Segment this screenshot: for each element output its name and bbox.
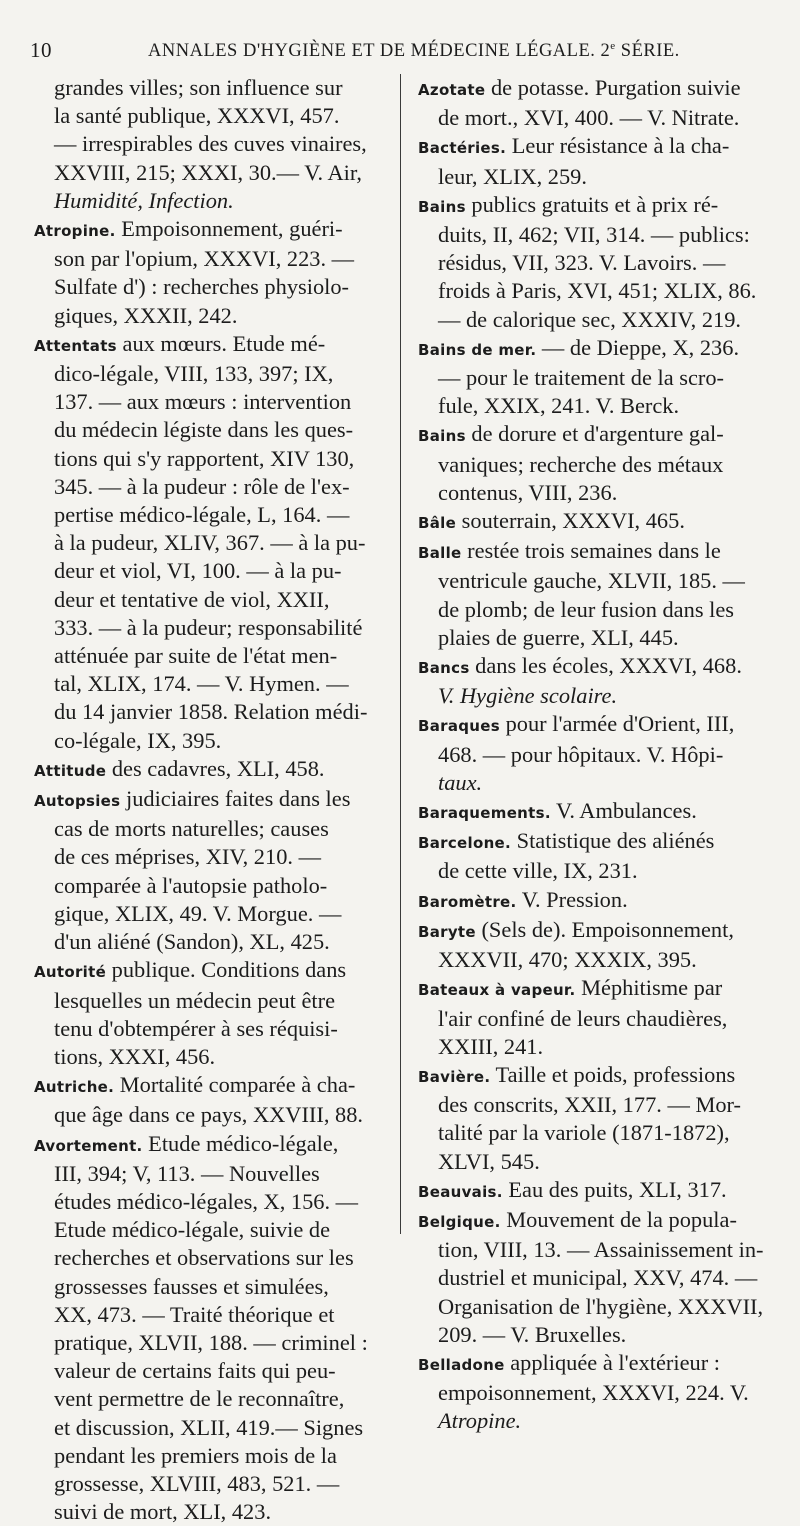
running-title [148,40,680,62]
index-continuation-line [26,1101,392,1129]
index-text: Sulfate d') : recherches physiolo- [54,274,350,300]
index-continuation-line [26,245,392,273]
index-continuation-line [26,1301,392,1329]
index-continuation-line [26,843,392,871]
running-title-superscript: e [610,40,616,52]
index-continuation-line [410,857,770,885]
index-text: deur et tentative de viol, XXII, [54,586,330,612]
index-continuation-line [410,221,770,249]
index-continuation-line [26,1414,392,1442]
index-text: grossesses fausses et simulées, [54,1273,329,1299]
index-continuation-line [26,698,392,726]
index-entry-line [410,420,770,450]
index-continuation-line [26,815,392,843]
index-continuation-line [410,364,770,392]
index-text: comparée à l'autopsie patholo- [54,872,328,898]
index-keyword: Bateaux à vapeur. [418,981,576,1000]
index-continuation-line [26,557,392,585]
index-continuation-line [26,586,392,614]
index-entry-line [26,330,392,360]
index-text: du médecin légiste dans les ques- [54,417,354,443]
index-text: fule, XXIX, 241. V. Berck. [438,393,680,419]
index-continuation-line [26,302,392,330]
index-text: restée trois semaines dans le [461,538,721,564]
page-number: 10 [30,38,52,62]
index-entry-line [410,1176,770,1206]
index-continuation-line [26,1015,392,1043]
index-text: Organisation de l'hygiène, XXXVII, [438,1293,764,1319]
index-continuation-line [26,1160,392,1188]
index-text: tions qui s'y rapportent, XIV 130, [54,445,355,471]
index-text: vaniques; recherche des métaux [438,451,724,477]
index-keyword: Autorité [34,963,107,982]
index-continuation-line [410,769,770,797]
index-keyword: Autriche. [34,1078,115,1097]
index-entry-line [410,827,770,857]
index-text: études médico-légales, X, 156. — [54,1188,359,1214]
index-continuation-line [410,1264,770,1292]
index-text: souterrain, XXXVI, 465. [456,508,685,534]
index-continuation-line [410,1379,770,1407]
index-continuation-line [26,388,392,416]
index-text: lesquelles un médecin peut être [54,987,336,1013]
index-continuation-line [26,159,392,187]
index-text: ventricule gauche, XLVII, 185. — [438,568,745,594]
index-text: V. Pression. [516,886,628,912]
index-continuation-line [410,682,770,710]
index-continuation-line [26,1188,392,1216]
index-entry-line [410,1206,770,1236]
index-keyword: Bavière. [418,1067,491,1086]
index-text: Eau des puits, XLI, 317. [502,1176,727,1202]
index-continuation-line [26,1216,392,1244]
index-entry-line [26,215,392,245]
index-entry-line [26,956,392,986]
index-continuation-line [410,1407,770,1435]
index-text: empoisonnement, XXXVI, 224. V. [438,1380,749,1406]
index-text: 137. — aux mœurs : intervention [54,389,352,415]
index-keyword: Belladone [418,1355,505,1374]
index-keyword: Bâle [418,514,457,533]
index-continuation-line [410,596,770,624]
index-continuation-line [410,104,770,132]
index-text: deur et viol, VI, 100. — à la pu- [54,558,342,584]
index-continuation-line [26,473,392,501]
index-text: à la pudeur, XLIV, 367. — à la pu- [54,530,366,556]
index-text: XXIII, 241. [438,1033,544,1059]
index-entry-line [410,916,770,946]
index-continuation-line [26,642,392,670]
index-text: Atropine. [438,1408,522,1434]
index-text: — irrespirables des cuves vinaires, [54,131,367,157]
index-entry-line [410,974,770,1004]
index-continuation-line [26,1329,392,1357]
index-continuation-line [26,529,392,557]
index-text: Empoisonnement, guéri- [115,216,343,242]
index-entry-line [26,785,392,815]
index-continuation-line [410,1119,770,1147]
index-continuation-line [26,872,392,900]
index-keyword: Attentats [34,336,117,355]
index-text: grandes villes; son influence sur [54,75,343,100]
column-divider [400,74,401,1234]
index-continuation-line [26,670,392,698]
index-continuation-line [26,1244,392,1272]
index-text: aux mœurs. Etude mé- [116,330,326,356]
index-text: taux. [438,769,483,795]
index-continuation-line [26,614,392,642]
index-text: 468. — pour hôpitaux. V. Hôpi- [438,741,724,767]
index-text: que âge dans ce pays, XXVIII, 88. [54,1102,364,1128]
index-text: des conscrits, XXII, 177. — Mor- [438,1092,742,1118]
index-text: III, 394; V, 113. — Nouvelles [54,1160,320,1186]
index-continuation-line [410,306,770,334]
index-text: contenus, VIII, 236. [438,479,618,505]
index-text: dans les écoles, XXXVI, 468. [469,653,742,679]
index-continuation-line [26,1385,392,1413]
index-text: — pour le traitement de la scro- [438,365,724,391]
index-text: Humidité, Infection. [54,187,234,213]
index-text: talité par la variole (1871-1872), [438,1120,730,1146]
index-text: d'un aliéné (Sandon), XL, 425. [54,929,330,955]
index-entry-line [410,537,770,567]
index-entry-line [410,797,770,827]
index-text: — de Dieppe, X, 236. [536,334,740,360]
index-entry-line [26,1130,392,1160]
index-text: vent permettre de le reconnaître, [54,1386,345,1412]
index-continuation-line [26,360,392,388]
index-text: gique, XLIX, 49. V. Morgue. — [54,900,342,926]
index-keyword: Baraquements. [418,804,551,823]
index-continuation-line [26,900,392,928]
index-text: XXXVII, 470; XXXIX, 395. [438,947,697,973]
index-keyword: Baryte [418,922,476,941]
index-continuation-line [410,277,770,305]
index-continuation-line [410,946,770,974]
index-continuation-line [26,130,392,158]
index-keyword: Baromètre. [418,892,517,911]
index-text: Mouvement de la popula- [500,1206,737,1232]
index-entry-line [410,74,770,104]
index-keyword: Bactéries. [418,139,507,158]
index-continuation-line [26,1357,392,1385]
index-continuation-line [410,1005,770,1033]
index-continuation-line [410,479,770,507]
index-text: tion, VIII, 13. — Assainissement in- [438,1237,764,1263]
index-text: tal, XLIX, 174. — V. Hymen. — [54,671,349,697]
index-continuation-line [410,624,770,652]
index-keyword: Autopsies [34,792,121,811]
index-text: et discussion, XLII, 419.— Signes [54,1414,364,1440]
index-text: l'air confiné de leurs chaudières, [438,1005,728,1031]
index-text: Leur résistance à la cha- [506,133,730,159]
index-text: tenu d'obtempérer à ses réquisi- [54,1015,338,1041]
index-text: 333. — à la pudeur; responsabilité [54,614,363,640]
index-continuation-line [26,1273,392,1301]
index-keyword: Baraques [418,717,500,736]
index-continuation-line [410,451,770,479]
index-text: publics gratuits et à prix ré- [465,191,719,217]
index-text: (Sels de). Empoisonnement, [475,916,734,942]
index-text: plaies de guerre, XLI, 445. [438,624,679,650]
index-text: de ces méprises, XIV, 210. — [54,844,321,870]
index-continuation-line [26,1470,392,1498]
index-text: Etude médico-légale, [142,1130,339,1156]
running-title-tail: SÉRIE. [615,41,680,62]
index-text: XLVI, 545. [438,1148,540,1174]
index-continuation-line [26,102,392,130]
index-entry-line [410,710,770,740]
index-keyword: Beauvais. [418,1182,503,1201]
index-text: valeur de certains faits qui peu- [54,1358,336,1384]
index-continuation-line [410,1148,770,1176]
index-entry-line [410,334,770,364]
index-continuation-line [26,727,392,755]
index-text: du 14 janvier 1858. Relation médi- [54,699,368,725]
index-text: tions, XXXI, 456. [54,1043,216,1069]
index-text: son par l'opium, XXXVI, 223. — [54,246,355,272]
index-text: XX, 473. — Traité théorique et [54,1301,335,1327]
index-keyword: Atropine. [34,222,116,241]
index-keyword: Azotate [418,81,486,99]
index-text: dustriel et municipal, XXV, 474. — [438,1265,758,1291]
index-text: 209. — V. Bruxelles. [438,1321,627,1347]
index-keyword: Bancs [418,659,470,678]
index-text: Etude médico-légale, suivie de [54,1217,331,1243]
index-continuation-line [410,1321,770,1349]
index-text: suivi de mort, XLI, 423. [54,1499,272,1525]
index-continuation-line [410,392,770,420]
index-entry-line [410,132,770,162]
index-text: pour l'armée d'Orient, III, [500,711,735,737]
index-text: cas de morts naturelles; causes [54,816,329,842]
index-continuation-line [26,187,392,215]
index-keyword: Balle [418,544,462,563]
index-continuation-line [410,249,770,277]
index-continuation-line [410,1236,770,1264]
index-continuation-line [410,567,770,595]
index-text: judiciaires faites dans les [120,786,351,812]
index-keyword: Bains de mer. [418,340,537,359]
index-keyword: Avortement. [34,1136,143,1155]
index-text: V. Hygiène scolaire. [438,683,618,709]
index-continuation-line [26,1498,392,1526]
index-text: de mort., XVI, 400. — V. Nitrate. [438,105,740,131]
index-text: de dorure et d'argenture gal- [465,421,724,447]
index-text: froids à Paris, XVI, 451; XLIX, 86. [438,278,757,304]
index-continuation-line [410,1091,770,1119]
index-entry-line [26,755,392,785]
index-text: 345. — à la pudeur : rôle de l'ex- [54,473,350,499]
index-text: pratique, XLVII, 188. — criminel : [54,1329,368,1355]
index-text: atténuée par suite de l'état men- [54,643,338,669]
page-header [30,38,770,68]
index-continuation-line [26,501,392,529]
index-text: recherches et observations sur les [54,1245,354,1271]
index-column-left [26,74,392,1525]
index-continuation-line [26,1442,392,1470]
index-text: publique. Conditions dans [106,957,347,983]
index-text: duits, II, 462; VII, 314. — publics: [438,222,750,248]
index-keyword: Attitude [34,761,107,780]
index-text: Méphitisme par [575,975,723,1001]
index-keyword: Bains [418,427,466,446]
index-text: Taille et poids, professions [490,1061,736,1087]
index-text: pendant les premiers mois de la [54,1442,337,1468]
index-continuation-line [410,1293,770,1321]
index-text: grossesse, XLVIII, 483, 521. — [54,1470,340,1496]
index-entry-line [410,1061,770,1091]
running-title-text: ANNALES D'HYGIÈNE ET DE MÉDECINE LÉGALE. 2 [148,41,611,62]
index-continuation-line [410,741,770,769]
index-text: leur, XLIX, 259. [438,163,587,189]
index-text: appliquée à l'extérieur : [504,1349,721,1375]
index-keyword: Barcelone. [418,834,512,853]
index-continuation-line [26,74,392,102]
index-text: de cette ville, IX, 231. [438,858,638,884]
index-continuation-line [410,1033,770,1061]
index-text: V. Ambulances. [550,798,697,824]
index-continuation-line [26,1043,392,1071]
index-continuation-line [26,445,392,473]
index-text: Mortalité comparée à cha- [114,1072,356,1098]
index-continuation-line [26,987,392,1015]
index-text: résidus, VII, 323. V. Lavoirs. — [438,250,726,276]
index-continuation-line [26,416,392,444]
index-text: — de calorique sec, XXXIV, 219. [438,306,742,332]
index-entry-line [410,507,770,537]
index-entry-line [410,191,770,221]
index-text: giques, XXXII, 242. [54,302,238,328]
index-entry-line [26,1071,392,1101]
index-text: des cadavres, XLI, 458. [106,755,325,781]
index-keyword: Belgique. [418,1212,501,1231]
index-text: dico-légale, VIII, 133, 397; IX, [54,361,334,387]
index-entry-line [410,652,770,682]
index-text: Statistique des aliénés [511,828,715,854]
index-continuation-line [26,928,392,956]
index-continuation-line [410,163,770,191]
index-text: pertise médico-légale, L, 164. — [54,502,350,528]
index-text: XXVIII, 215; XXXI, 30.— V. Air, [54,159,363,185]
index-continuation-line [26,273,392,301]
index-text: co-légale, IX, 395. [54,727,222,753]
index-entry-line [410,886,770,916]
index-text: la santé publique, XXXVI, 457. [54,103,340,129]
index-column-right [410,74,770,1434]
index-text: de plomb; de leur fusion dans les [438,596,734,622]
index-text: de potasse. Purgation suivie [485,75,741,100]
index-entry-line [410,1349,770,1379]
index-keyword: Bains [418,197,466,216]
